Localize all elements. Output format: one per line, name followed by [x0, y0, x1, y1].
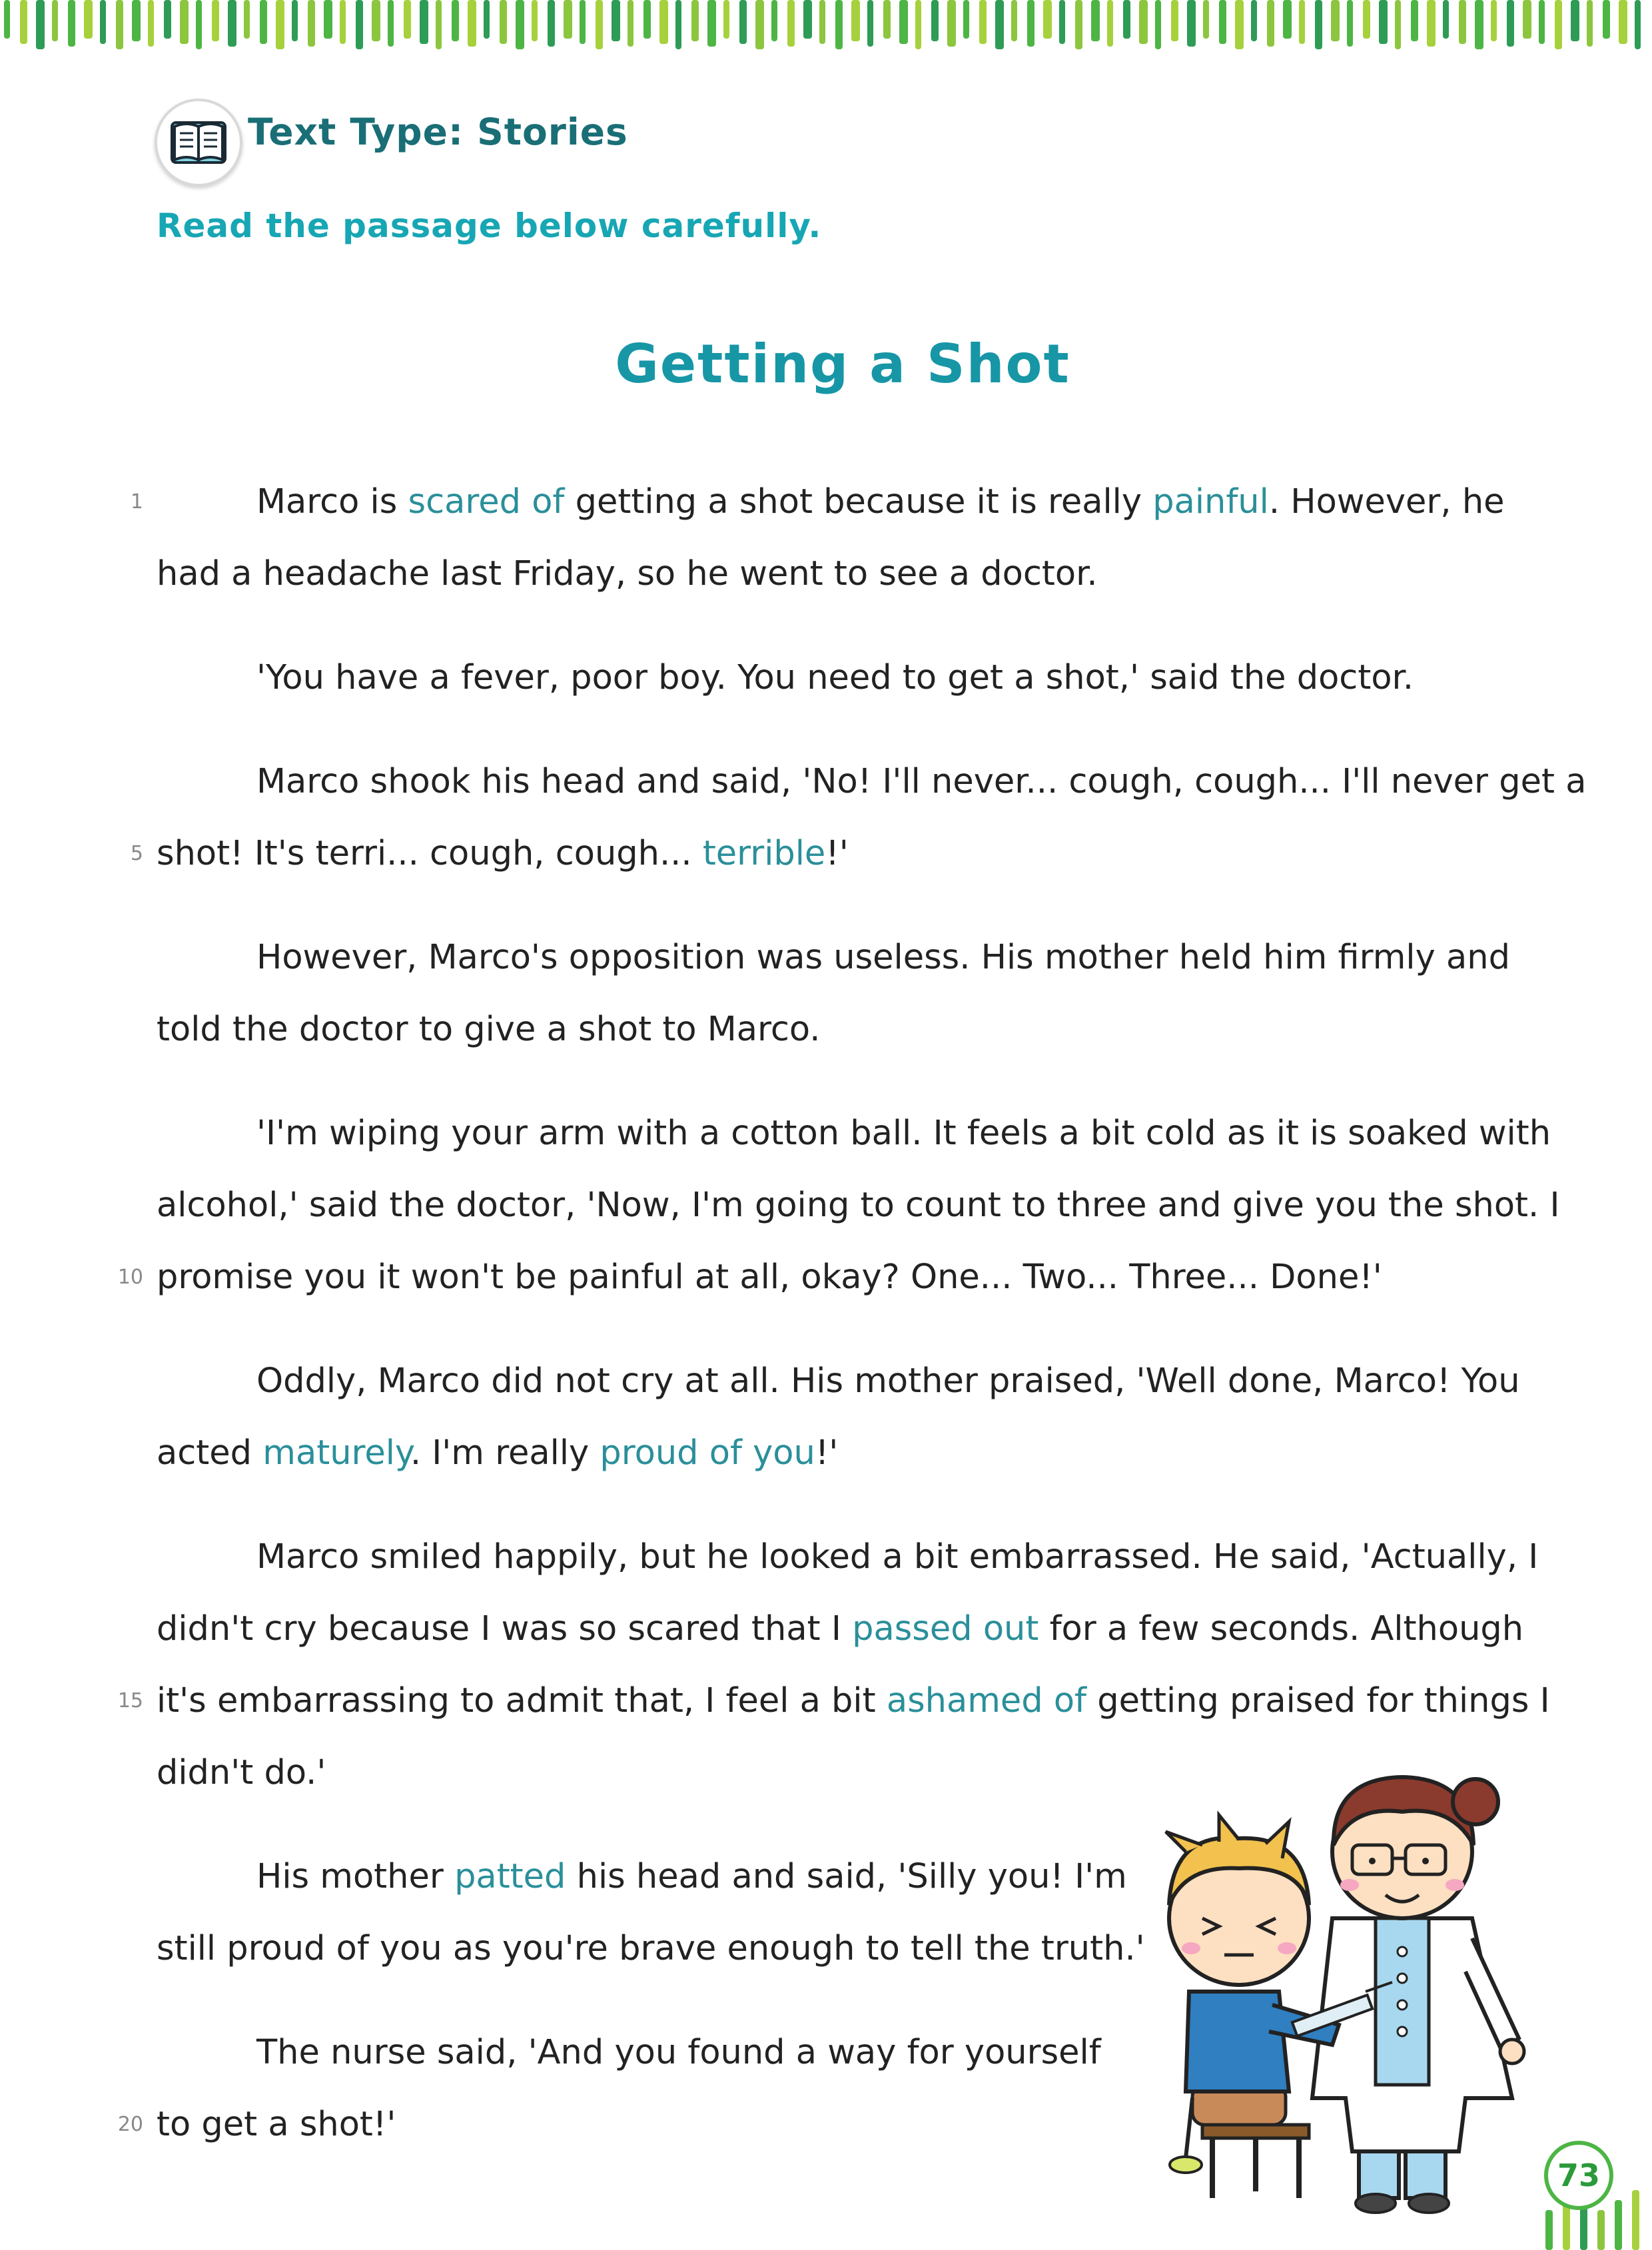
stripe [324, 0, 332, 39]
text: his head and said, 'Silly you! I'm [566, 1857, 1127, 1896]
stripe [1597, 2210, 1605, 2250]
stripe [244, 0, 250, 39]
stripe [1107, 0, 1113, 47]
stripe [1235, 0, 1244, 49]
text: 'You have a fever, poor boy. You need to get a shot,' said the doctor. [256, 658, 1414, 697]
stripe [308, 0, 315, 47]
stripe [1475, 0, 1483, 49]
text-type-badge [155, 99, 242, 187]
stripe [260, 0, 267, 44]
stripe [659, 0, 668, 44]
passage-line [130, 466, 1535, 538]
passage-line [157, 922, 1535, 994]
passage-line [117, 1665, 1550, 1737]
text: it's embarrassing to admit that, I feel a bit [157, 1681, 887, 1720]
text: His mother [256, 1857, 455, 1896]
text: Marco smiled happily, but he looked a bit embarrassed. He said, 'Actually, I [256, 1537, 1539, 1577]
stripe [404, 0, 411, 39]
passage-title: Getting a Shot [615, 333, 1070, 395]
paragraph-3 [130, 746, 1587, 890]
stripe [1571, 0, 1579, 41]
vocab-word: patted [454, 1857, 566, 1896]
text: Marco is [256, 482, 408, 522]
stripe [1123, 0, 1130, 39]
stripe [1043, 0, 1052, 39]
stripe [1427, 0, 1436, 47]
stripe [1555, 0, 1562, 49]
line-number: 1 [130, 490, 143, 514]
stripe [596, 0, 603, 49]
passage-line [157, 642, 1535, 714]
stripe [1491, 0, 1497, 41]
paragraph-6 [157, 1345, 1535, 1489]
line-number: 20 [117, 2113, 143, 2136]
stripe [819, 0, 825, 44]
stripe [132, 0, 141, 41]
text: . I'm really [410, 1433, 600, 1473]
vocab-word: terrible [702, 834, 826, 873]
stripe [180, 0, 189, 44]
stripe [84, 0, 93, 39]
text: shot! It's terri... cough, cough... [157, 834, 703, 873]
stripe [1315, 0, 1322, 49]
stripe [68, 0, 75, 47]
stripe [1299, 0, 1305, 44]
stripe [484, 0, 490, 39]
stripe [1619, 0, 1627, 44]
stripe [372, 0, 380, 41]
text: to get a shot!' [157, 2105, 396, 2144]
passage-line [117, 1242, 1535, 1313]
paragraph-4 [157, 922, 1535, 1066]
stripe [739, 0, 747, 44]
stripe [1331, 0, 1340, 41]
text: !' [825, 834, 849, 873]
stripe [1283, 0, 1292, 39]
stripe [1507, 0, 1514, 47]
stripe [500, 0, 507, 44]
stripe [787, 0, 795, 47]
stripe [979, 0, 987, 44]
passage-line [157, 1593, 1535, 1665]
text: promise you it won't be painful at all, okay? One... Two... Three... Done!' [157, 1258, 1382, 1297]
stripe [1155, 0, 1161, 49]
stripe [723, 0, 729, 39]
stripe [643, 0, 651, 39]
text: for a few seconds. Although [1038, 1609, 1524, 1649]
text: still proud of you as you're brave enough to tell the truth.' [157, 1929, 1145, 1968]
stripe [947, 0, 956, 47]
text: However, Marco's opposition was useless. His mother held him firmly and [256, 938, 1510, 977]
passage-line [157, 994, 1535, 1066]
stripe [548, 0, 555, 47]
stripe [1251, 0, 1257, 41]
stripe [100, 0, 106, 44]
stripe [755, 0, 764, 49]
stripe [1219, 0, 1226, 44]
stripe [356, 0, 363, 49]
stripe [116, 0, 123, 49]
text: had a headache last Friday, so he went to see a doctor. [157, 554, 1098, 593]
stripe [883, 0, 891, 39]
paragraph-1 [130, 466, 1535, 610]
stripe [1603, 0, 1610, 39]
stripe [963, 0, 969, 39]
stripe [468, 0, 476, 47]
stripe [1187, 0, 1196, 47]
stripe [1539, 0, 1545, 44]
stripe [1411, 0, 1418, 41]
text: !' [815, 1433, 839, 1473]
stripe [1027, 0, 1034, 47]
stripe [1632, 2190, 1639, 2250]
stripe [564, 0, 572, 39]
line-number: 10 [117, 1266, 143, 1289]
stripe [436, 0, 442, 49]
stripe [388, 0, 394, 47]
text: 'I'm wiping your arm with a cotton ball. It feels a bit cold as it is soaked with [256, 1114, 1551, 1153]
stripe [4, 0, 10, 39]
stripe [1203, 0, 1209, 39]
stripe [20, 0, 27, 44]
stripe [1267, 0, 1274, 47]
stripe [36, 0, 45, 49]
paragraph-2 [157, 642, 1535, 714]
stripe [1587, 0, 1593, 47]
open-book-icon [169, 117, 228, 168]
stripe [1171, 0, 1178, 41]
stripe [1443, 0, 1449, 39]
stripe [771, 0, 777, 41]
passage-line [157, 1098, 1551, 1170]
stripe [148, 0, 154, 47]
stripe [1635, 0, 1641, 49]
text: didn't do.' [157, 1753, 326, 1792]
text-type-heading: Text Type: Stories [248, 111, 628, 153]
line-number: 15 [117, 1689, 143, 1712]
stripe [1379, 0, 1388, 44]
passage-line [157, 1170, 1560, 1242]
stripe [851, 0, 860, 41]
passage-line [157, 1417, 1535, 1489]
stripe [516, 0, 524, 49]
stripe [1363, 0, 1370, 39]
passage-line [130, 818, 1535, 890]
vocab-word: proud of you [600, 1433, 815, 1473]
stripe [1395, 0, 1401, 49]
text: . However, he [1268, 482, 1505, 522]
decorative-stripe-border [0, 0, 1652, 55]
stripe [835, 0, 843, 49]
stripe [675, 0, 681, 49]
instruction-text: Read the passage below carefully. [157, 206, 822, 245]
stripe [276, 0, 284, 49]
passage-line [157, 538, 1535, 610]
stripe [340, 0, 346, 44]
text: getting a shot because it is really [564, 482, 1153, 522]
stripe [228, 0, 236, 47]
stripe [691, 0, 699, 41]
text: getting praised for things I [1086, 1681, 1550, 1720]
stripe [931, 0, 939, 41]
doctor-and-boy-illustration [1139, 1752, 1552, 2218]
stripe [580, 0, 586, 44]
stripe [452, 0, 459, 41]
page-number: 73 [1544, 2141, 1613, 2210]
stripe [627, 0, 633, 47]
vocab-word: passed out [852, 1609, 1039, 1649]
stripe [1545, 2210, 1553, 2250]
stripe [1615, 2200, 1622, 2250]
line-number: 5 [130, 842, 143, 865]
stripe [803, 0, 812, 39]
vocab-word: painful [1152, 482, 1269, 522]
stripe [1347, 0, 1353, 47]
vocab-word: ashamed of [886, 1681, 1087, 1720]
stripe [1139, 0, 1148, 44]
stripe [867, 0, 873, 47]
text: Marco shook his head and said, 'No! I'll never... cough, cough... I'll never get a [256, 762, 1587, 801]
stripe [899, 0, 908, 44]
text: acted [157, 1433, 263, 1473]
stripe [164, 0, 171, 39]
passage-line [157, 1521, 1539, 1593]
stripe [1523, 0, 1531, 39]
stripe [1059, 0, 1065, 44]
passage-line [157, 1345, 1535, 1417]
text: The nurse said, 'And you found a way for yourself [256, 2033, 1101, 2072]
stripe [52, 0, 58, 41]
stripe [612, 0, 620, 41]
stripe [292, 0, 298, 41]
text: alcohol,' said the doctor, 'Now, I'm going to count to three and give you the shot. I [157, 1186, 1560, 1225]
stripe [420, 0, 428, 44]
stripe [915, 0, 921, 49]
text: told the doctor to give a shot to Marco. [157, 1010, 821, 1049]
passage-line [157, 746, 1587, 818]
stripe [532, 0, 538, 41]
stripe [196, 0, 202, 49]
text: Oddly, Marco did not cry at all. His mother praised, 'Well done, Marco! You [256, 1361, 1520, 1401]
stripe [1011, 0, 1017, 41]
vocab-word: scared of [408, 482, 565, 522]
stripe [212, 0, 219, 41]
stripe [1459, 0, 1466, 44]
stripe [707, 0, 716, 47]
stripe [1075, 0, 1082, 49]
vocab-word: maturely [262, 1433, 410, 1473]
paragraph-5 [117, 1098, 1560, 1313]
text: didn't cry because I was so scared that I [157, 1609, 853, 1649]
stripe [995, 0, 1004, 49]
stripe [1091, 0, 1100, 41]
